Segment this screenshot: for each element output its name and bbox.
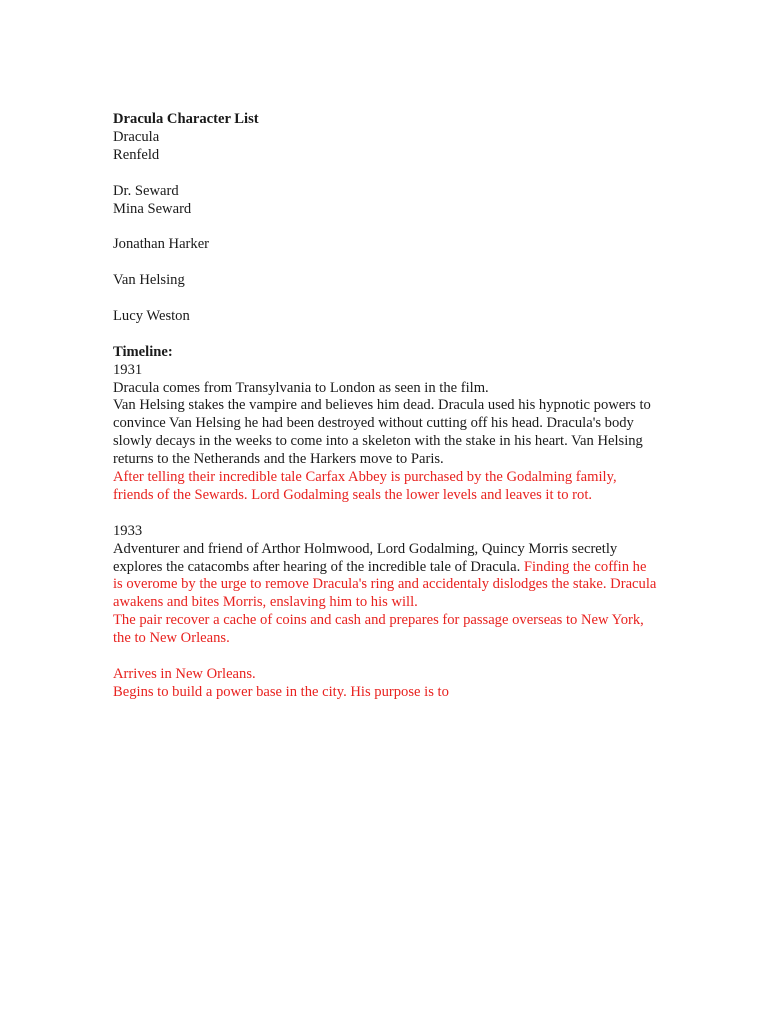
character-lucy-weston: Lucy Weston <box>113 307 190 324</box>
character-list-heading: Dracula Character List <box>113 111 259 127</box>
timeline-1931-carfax: After telling their incredible tale Carfax Abbey is purchased by the Godalming family, friends of the Sewards. Lord Godalming seals the lower levels and leaves it to rot. <box>113 469 617 503</box>
new-orleans-power-base: Begins to build a power base in the city. His purpose is to <box>113 683 449 700</box>
blank-line <box>113 290 658 308</box>
timeline-1933-passage: The pair recover a cache of coins and cash and prepares for passage overseas to New York, the to New Orleans. <box>113 612 644 647</box>
character-dracula: Dracula <box>113 128 160 145</box>
timeline-heading: Timeline: <box>113 343 173 360</box>
timeline-1933-explores: Adventurer and friend of Arthor Holmwood, Lord Godalming, Quincy Morris secretly explores the catacombs after hearing of the incredible tale of Dracula. <box>113 540 618 575</box>
blank-line <box>113 326 658 344</box>
document-page <box>113 111 658 702</box>
blank-line <box>113 218 658 236</box>
character-jonathan-harker: Jonathan Harker <box>113 236 210 253</box>
new-orleans-arrival: Arrives in New Orleans. <box>113 665 256 682</box>
blank-line <box>113 648 658 666</box>
blank-line <box>113 165 658 183</box>
timeline-1933-morris <box>113 541 658 613</box>
year-1933: 1933 <box>113 522 143 539</box>
character-dr-seward: Dr. Seward <box>113 182 179 199</box>
character-renfeld: Renfeld <box>113 146 160 163</box>
blank-line <box>113 254 658 272</box>
blank-line <box>113 505 658 523</box>
timeline-1931-staking: Van Helsing stakes the vampire and believes him dead. Dracula used his hypnotic powers to convince Van Helsing he had been destroyed without cutting off his head. Dracula's body slowly decays in the weeks to come into a skeleton with the stake in his heart. Van Helsing returns to the Netherands and the Harkers move to Paris. <box>113 397 651 468</box>
year-1931: 1931 <box>113 361 143 378</box>
character-mina-seward: Mina Seward <box>113 200 192 217</box>
timeline-1933-coffin: Finding the coffin he is overome by the urge to remove Dracula's ring and accidentaly dislodges the stake. Dracula awakens and bites Morris, enslaving him to his will. <box>113 558 657 611</box>
timeline-1931-arrival: Dracula comes from Transylvania to London as seen in the film. <box>113 379 489 396</box>
character-van-helsing: Van Helsing <box>113 272 185 289</box>
